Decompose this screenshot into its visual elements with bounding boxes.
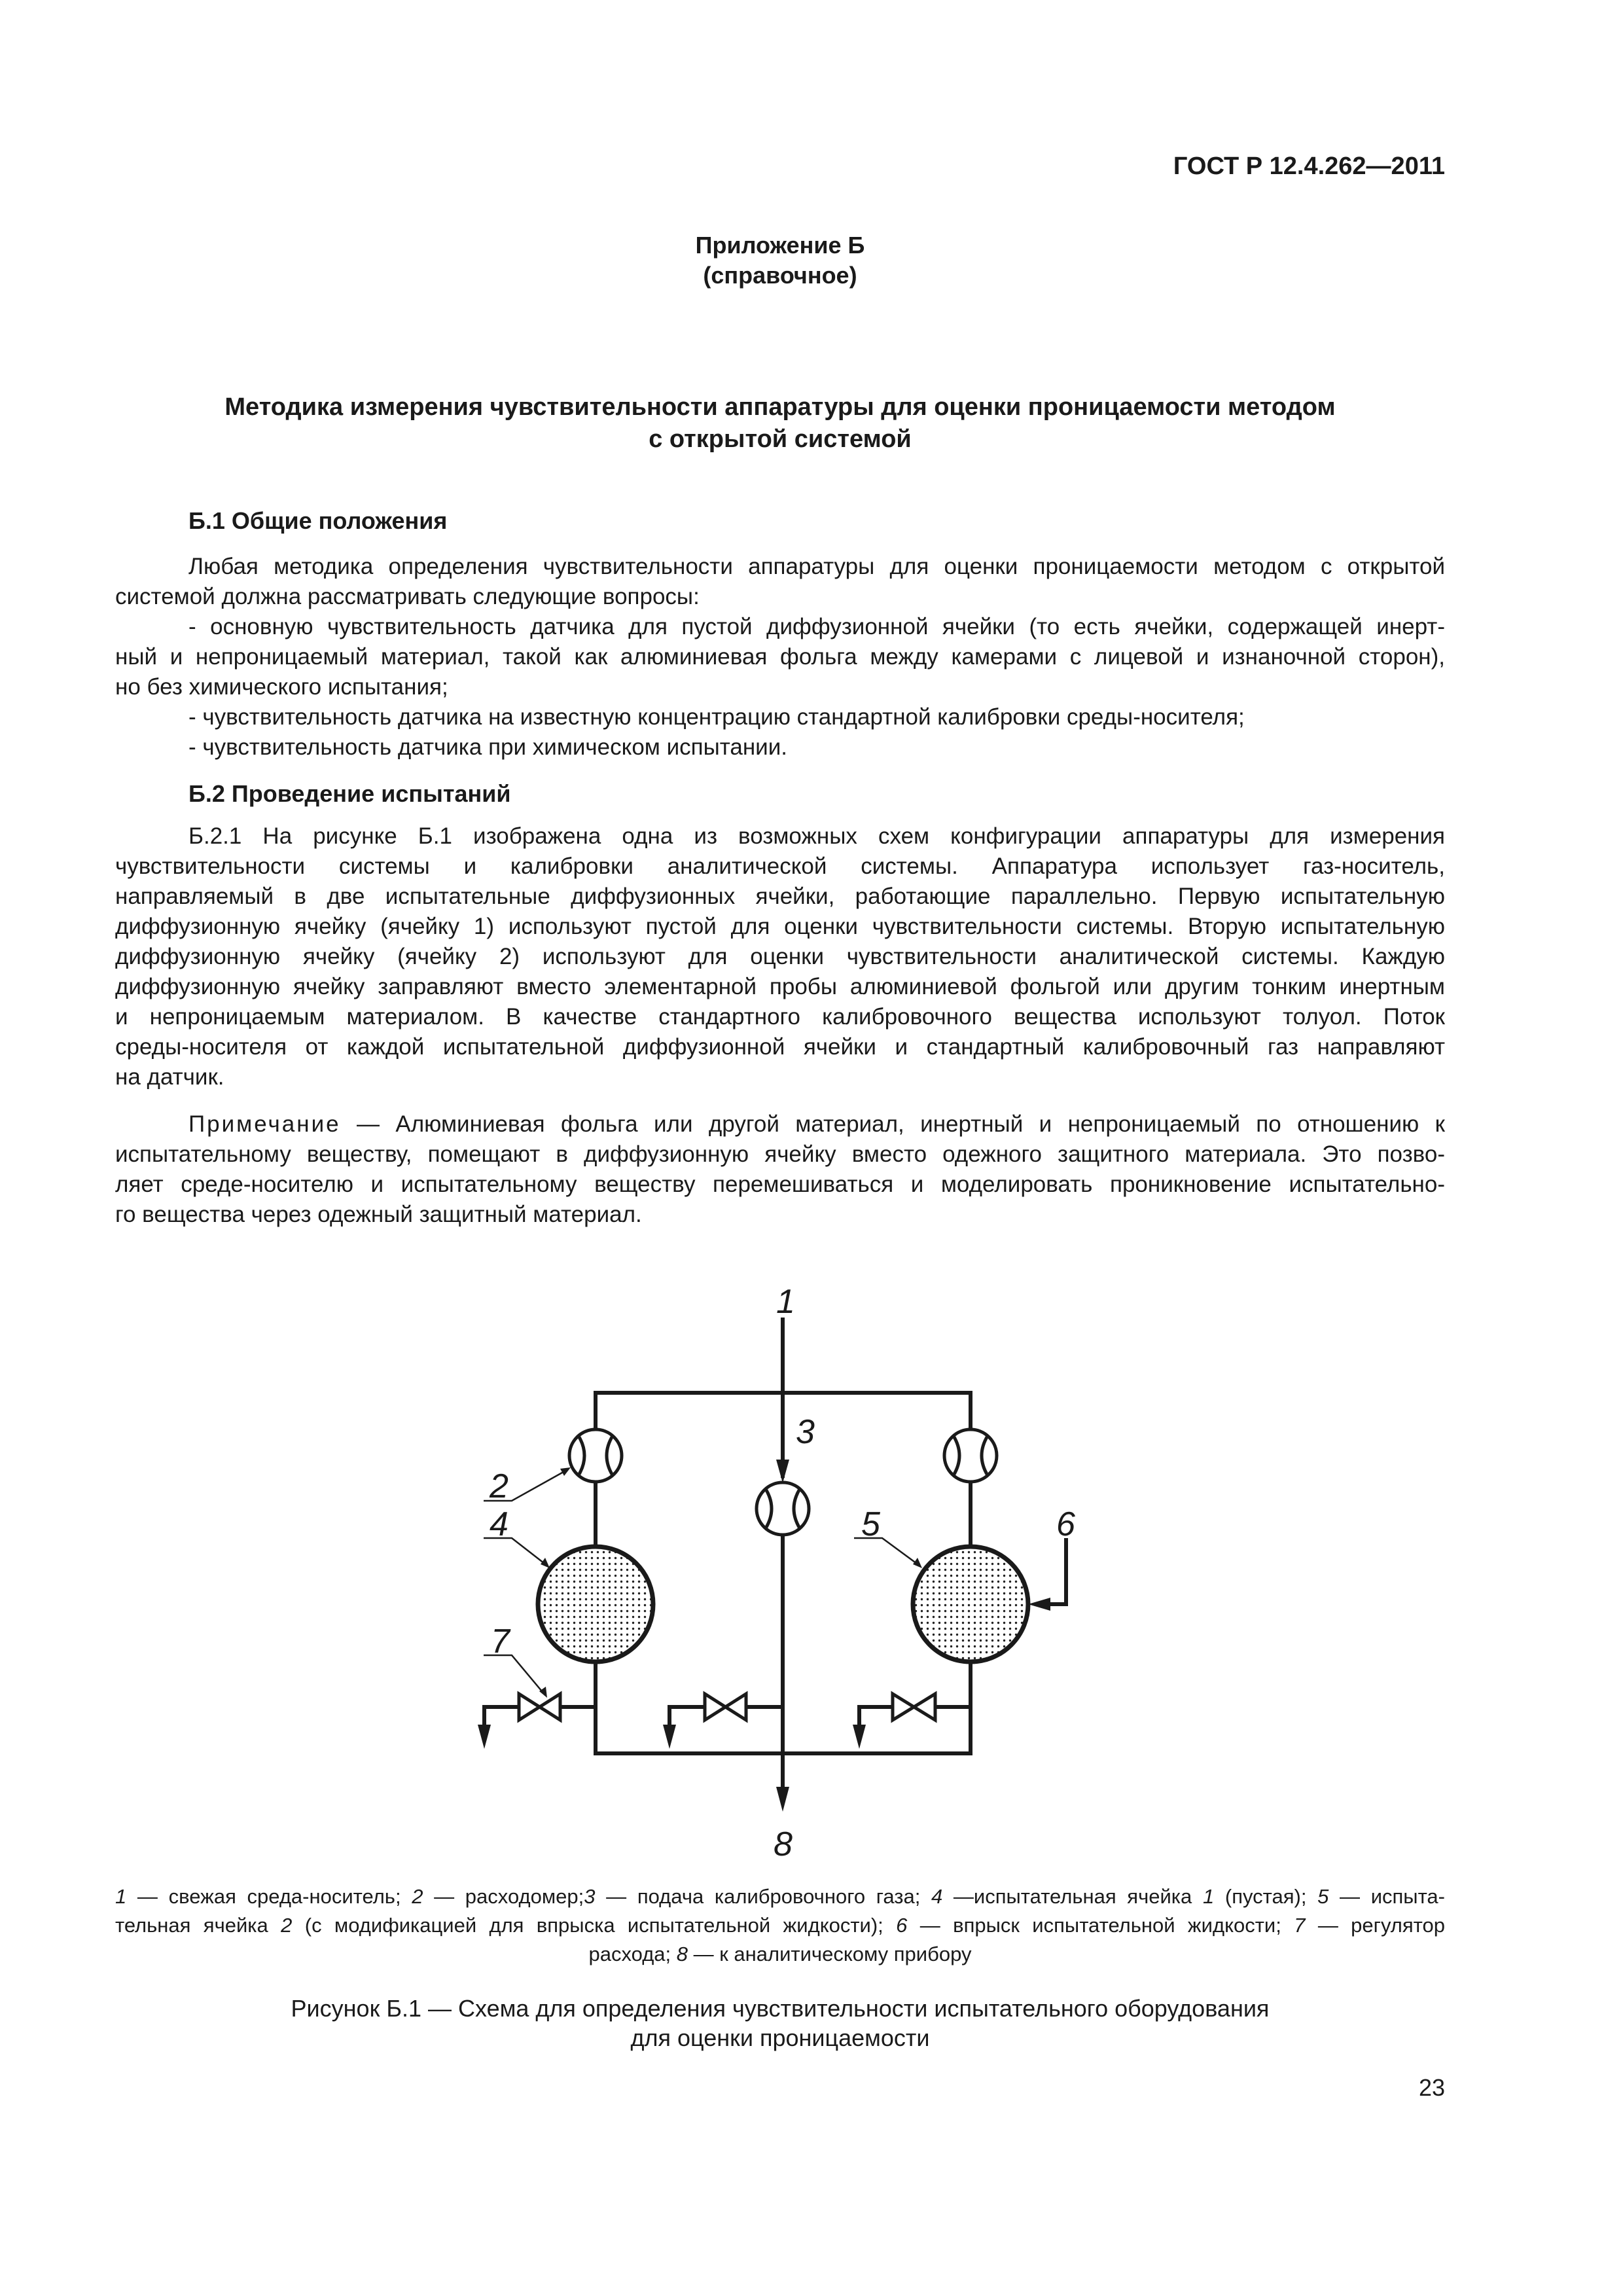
valve-center-icon [705, 1694, 746, 1720]
legend-text: — свежая среда-носитель; [126, 1885, 412, 1908]
appendix-title-line2: с открытой системой [649, 425, 912, 453]
valve-left-icon [519, 1694, 560, 1720]
label-1: 1 [776, 1283, 795, 1321]
legend-number: 2 [281, 1914, 293, 1937]
text-line-content: чувствительности системы и калибровки аналитической системы. Аппаратура использует газ-носитель, [115, 853, 1445, 879]
valve-right-icon [893, 1694, 935, 1720]
legend-text: — регулятор [1305, 1914, 1445, 1937]
legend-number: 8 [676, 1943, 688, 1965]
legend-number: 1 [115, 1885, 127, 1908]
flowmeter-center-icon [757, 1482, 809, 1535]
appendix-label: Приложение Б [695, 232, 865, 259]
note-label: Примечание [188, 1111, 341, 1137]
text-line-content: на датчик. [115, 1064, 224, 1090]
text-line-content: - основную чувствительность датчика для пустой диффузионной ячейки (то есть ячейки, содержащей инерт- [188, 614, 1445, 639]
legend-text: — расходомер; [423, 1885, 584, 1908]
injection-line [1047, 1540, 1066, 1604]
text-line-content: испытательному веществу, помещают в диффузионную ячейку вместо одежного защитного материала. Это позво- [115, 1141, 1445, 1167]
legend-text: — испыта- [1329, 1885, 1445, 1908]
arrow-down-icon [663, 1725, 676, 1749]
legend-text: расхода; [588, 1943, 677, 1965]
arrow-down-icon [776, 1787, 789, 1812]
figure-caption-line2: для оценки проницаемости [630, 2024, 930, 2051]
legend-number: 6 [896, 1914, 908, 1937]
arrow-left-icon [1028, 1598, 1050, 1611]
arrow-down-icon [478, 1725, 491, 1749]
document-code: ГОСТ Р 12.4.262—2011 [1173, 152, 1445, 180]
legend-number: 4 [931, 1885, 943, 1908]
label-8: 8 [774, 1825, 793, 1863]
legend-number: 7 [1294, 1914, 1306, 1937]
text-line-content: ляет среде-носителю и испытательному веществу перемешиваться и моделировать проникновение испытательно- [115, 1172, 1445, 1197]
legend-text: — к аналитическому прибору [688, 1943, 972, 1965]
text-line-content: диффузионную ячейку заправляют вместо элементарной пробы алюминиевой фольгой или другим тонким инертным [115, 974, 1445, 999]
legend-text: —испытательная ячейка [942, 1885, 1203, 1908]
legend-number: 1 [1202, 1885, 1215, 1908]
test-cell-2 [913, 1547, 1028, 1662]
text-line-content: Любая методика определения чувствительности аппаратуры для оценки проницаемости методом с открытой [188, 554, 1445, 579]
legend-line [115, 1940, 1445, 1969]
flowmeter-left-icon [569, 1429, 622, 1482]
figure-legend [115, 1882, 1445, 1969]
legend-text: — подача калибровочного газа; [595, 1885, 931, 1908]
figure-caption-line1: Рисунок Б.1 — Схема для определения чувствительности испытательного оборудования [291, 1995, 1270, 2022]
legend-line [115, 1882, 1445, 1911]
text-line-content: - чувствительность датчика на известную концентрацию стандартной калибровки среды-носителя; [188, 704, 1245, 730]
arrow-down-icon [853, 1725, 866, 1749]
label-5: 5 [861, 1505, 880, 1543]
legend-text: — впрыск испытательной жидкости; [907, 1914, 1294, 1937]
legend-line [115, 1911, 1445, 1940]
test-cell-1 [538, 1547, 653, 1662]
label-3: 3 [796, 1413, 815, 1451]
flowmeter-right-icon [944, 1429, 997, 1482]
label-6: 6 [1056, 1505, 1075, 1543]
page-number: 23 [1418, 2074, 1445, 2101]
appendix-type: (справочное) [703, 262, 857, 289]
text-line-content: и непроницаемым материалом. В качестве стандартного калибровочного вещества используют толуол. Поток [115, 1004, 1445, 1030]
label-2: 2 [490, 1467, 508, 1505]
section-b2-heading: Б.2 Проведение испытаний [188, 780, 511, 807]
text-line-content: диффузионную ячейку (ячейку 2) используют для оценки чувствительности аналитической системы. Каждую [115, 944, 1445, 969]
text-line-content: го вещества через одежный защитный материал. [115, 1202, 642, 1227]
legend-text: (пустая); [1214, 1885, 1318, 1908]
arrow-down-icon [776, 1460, 789, 1483]
label-4: 4 [490, 1505, 508, 1543]
text-line-content: диффузионную ячейку (ячейку 1) используют пустой для оценки чувствительности системы. Вторую испытательную [115, 914, 1445, 939]
text-line-content: — Алюминиевая фольга или другой материал, инертный и непроницаемый по отношению к [340, 1111, 1445, 1137]
text-line-content: Б.2.1 На рисунке Б.1 изображена одна из возможных схем конфигурации аппаратуры для измерения [188, 823, 1445, 849]
text-line-content: среды-носителя от каждой испытательной диффузионной ячейки и стандартный калибровочный газ направляют [115, 1034, 1445, 1060]
text-line-content: но без химического испытания; [115, 674, 448, 700]
section-b1-heading: Б.1 Общие положения [188, 507, 448, 534]
legend-number: 5 [1317, 1885, 1329, 1908]
text-line-content: ный и непроницаемый материал, такой как алюминиевая фольга между камерами с лицевой и изнаночной сторон), [115, 644, 1445, 670]
legend-text: тельная ячейка [115, 1914, 281, 1937]
text-line-content: - чувствительность датчика при химическом испытании. [188, 734, 788, 760]
label-7: 7 [491, 1623, 510, 1660]
appendix-title-line1: Методика измерения чувствительности аппаратуры для оценки проницаемости методом [224, 393, 1336, 421]
text-line-content: системой должна рассматривать следующие вопросы: [115, 584, 700, 609]
text-line-content: направляемый в две испытательные диффузионных ячейки, работающие параллельно. Первую испытательную [115, 884, 1445, 909]
legend-number: 3 [584, 1885, 596, 1908]
legend-number: 2 [412, 1885, 423, 1908]
legend-text: (с модификацией для впрыска испытательной жидкости); [292, 1914, 897, 1937]
